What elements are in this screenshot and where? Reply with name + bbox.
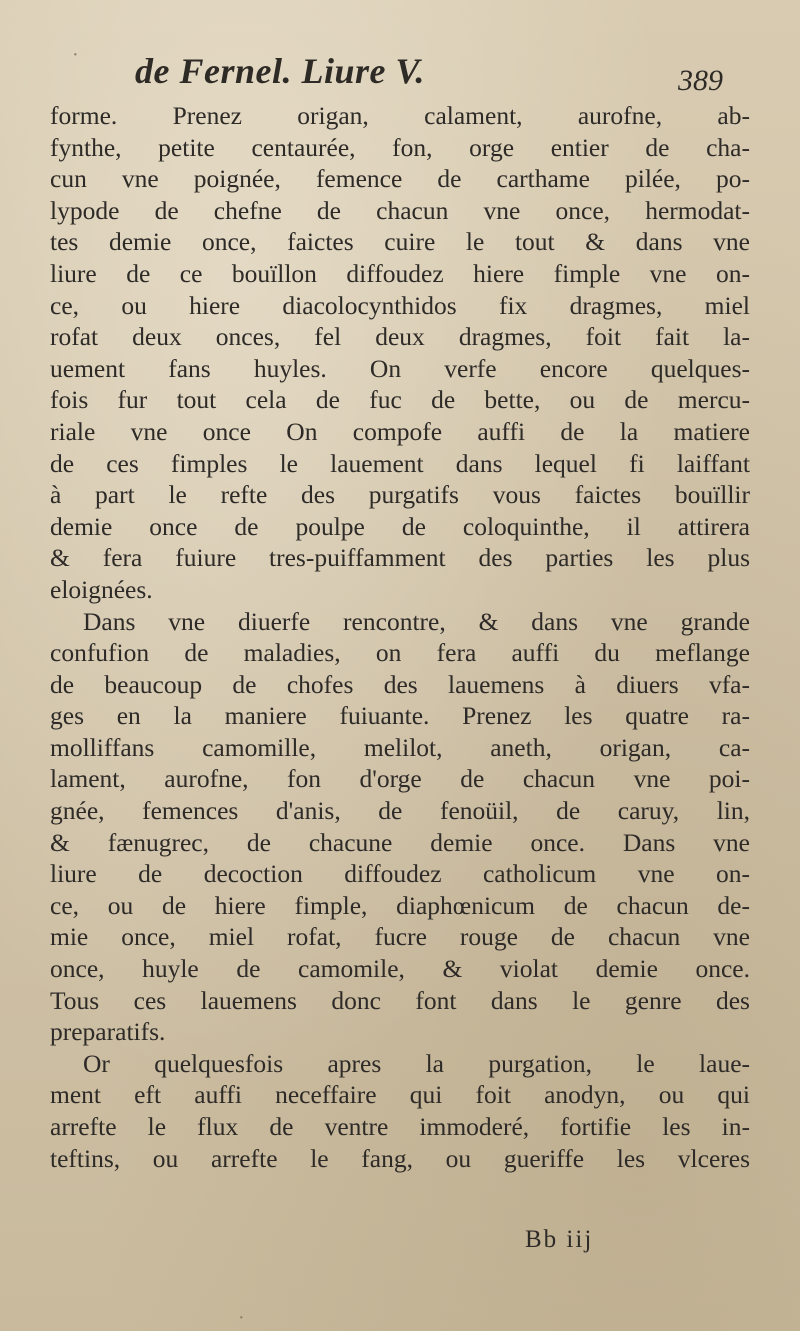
text-line: ce, ou de hiere fimple, diaphœnicum de chacun de- [50,890,750,920]
body-text [50,100,750,1174]
text-line: mie once, miel rofat, fucre rouge de chacun vne [50,922,750,952]
text-line: preparatifs. [50,1017,166,1047]
text-line: & fera fuiure tres-puiffamment des parties les plus [50,543,750,573]
text-line: uement fans huyles. On verfe encore quelques- [50,353,750,383]
text-line: once, huyle de camomile, & violat demie once. [50,954,750,984]
text-line: riale vne once On compofe auffi de la matiere [50,416,750,446]
text-line: demie once de poulpe de coloquinthe, il attirera [50,511,750,541]
text-line: molliffans camomille, melilot, aneth, origan, ca- [50,732,750,762]
text-line: lypode de chefne de chacun vne once, hermodat- [50,195,750,225]
running-head-title: de Fernel. Liure V. [135,51,425,91]
text-line: fois fur tout cela de fuc de bette, ou de mercu- [50,385,750,415]
text-line: ment eft auffi neceffaire qui foit anodyn, ou qui [50,1080,750,1110]
text-line: arrefte le flux de ventre immoderé, fortifie les in- [50,1112,750,1141]
text-line: à part le refte des purgatifs vous faictes bouïllir [50,480,750,510]
ink-speck: · [72,44,79,66]
running-head [0,44,800,104]
page-number: 389 [678,64,723,97]
text-line: Tous ces lauemens donc font dans le genre des [50,985,750,1015]
text-line: de ces fimples le lauement dans lequel fi laiffant [50,448,750,478]
ink-speck: · [238,1307,245,1329]
text-line: fynthe, petite centaurée, fon, orge entier de cha- [50,132,750,162]
text-line: & fænugrec, de chacune demie once. Dans vne [50,827,750,857]
text-line: Or quelquesfois apres la purgation, le laue- [83,1048,750,1078]
text-line: forme. Prenez origan, calament, aurofne, ab- [50,101,750,130]
text-line: liure de decoction diffoudez catholicum vne on- [50,859,750,889]
text-line: de beaucoup de chofes des lauemens à diuers vfa- [50,669,750,699]
text-line: eloignées. [50,574,153,604]
text-line: cun vne poignée, femence de carthame pilée, po- [50,164,750,194]
text-line: tes demie once, faictes cuire le tout & dans vne [50,227,750,257]
text-line: ce, ou hiere diacolocynthidos fix dragmes, miel [50,290,750,320]
text-line: ges en la maniere fuiuante. Prenez les quatre ra- [50,701,750,731]
text-line: liure de ce bouïllon diffoudez hiere fimple vne on- [50,258,750,288]
text-line: rofat deux onces, fel deux dragmes, foit fait la- [50,322,750,352]
text-line: Dans vne diuerfe rencontre, & dans vne grande [83,606,750,636]
text-line: confufion de maladies, on fera auffi du meflange [50,638,750,668]
text-line: lament, aurofne, fon d'orge de chacun vne poi- [50,764,750,794]
catchword-signature: Bb iij [525,1226,594,1253]
text-line: gnée, femences d'anis, de fenoüil, de caruy, lin, [50,796,750,826]
text-line: teftins, ou arrefte le fang, ou gueriffe les vlceres [50,1143,750,1173]
